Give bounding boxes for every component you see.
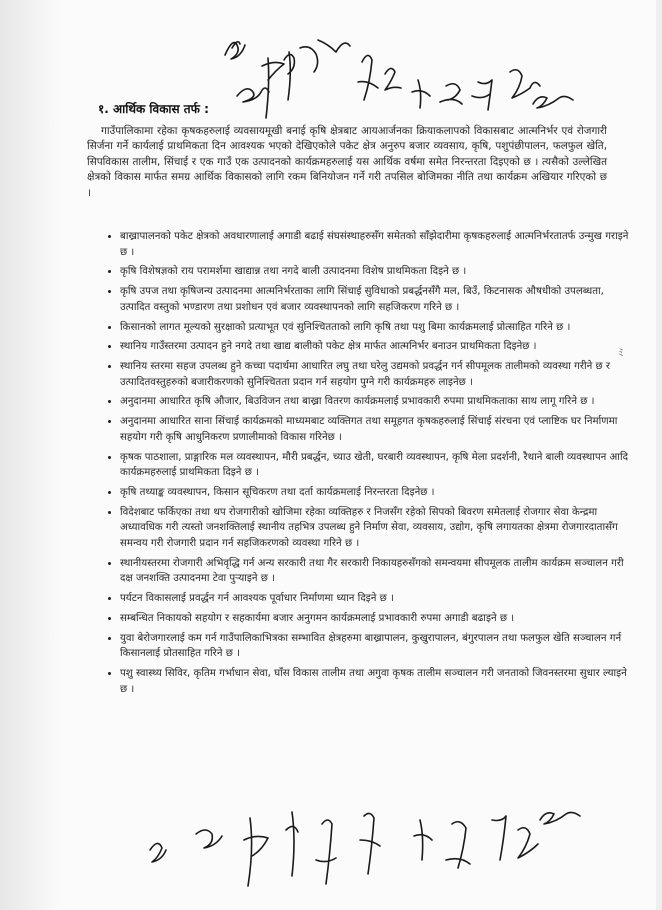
margin-mark: ﾐ (618, 346, 624, 359)
list-item: • कृषि तथ्याङ्क व्यवस्थापन, किसान सूचिकरण तथा दर्ता कार्यक्रमलाई निरन्तरता दिइनेछ । (120, 485, 630, 501)
section-heading: १. आर्थिक विकास तर्फ : (98, 102, 209, 116)
list-item: • स्थानिय गाउँस्तरमा उत्पादन हुने नगदे तथा खाद्य बालीको पकेट क्षेत्र मार्फत आत्मनिर्भर बनाउन प्राथमिकता दिइनेछ । (120, 339, 630, 355)
page-left-edge (0, 0, 62, 910)
list-item: • अनुदानमा आधारित साना सिंचाई कार्यक्रमको माध्यमबाट व्यक्तिगत तथा समूहगत कृषकहरुलाई सिंचाई संरचना एवं प्लाष्टिक घर निर्माणमा सहयोग गरी कृषि आधुनिकरण प्रणालीमाको विकास गरिनेछ । (120, 414, 630, 445)
list-item: • किसानको लागत मूल्यको सुरक्षाको प्रत्याभूत एवं सुनिश्चितताको लागि कृषि तथा पशु बिमा कार्यक्रमलाई प्रोत्साहित गरिने छ । (120, 320, 630, 336)
list-item: • कृषि उपज तथा कृषिजन्य उत्पादनमा आत्मनिर्भरताका लागि सिंचाई सुविधाको प्रबर्द्धनसँगै मल, बिउँ, किटनासक औषधीको उपलब्धता, उत्पादित वस्तुको भण्डारण तथा प्रशोधन एवं बजार व्यवस्थापनको लागि सहजिकरण गरिने छ । (120, 284, 630, 315)
list-item: • पर्यटन विकासलाई प्रवर्द्धन गर्न आवश्यक पूर्वाधार निर्माणमा ध्यान दिइने छ । (120, 591, 630, 607)
signatures-bottom (0, 800, 662, 910)
list-item: • विदेशबाट फर्किएका तथा थप रोजगारीको खोजिमा रहेका व्यक्तिहरु र निजसँग रहेको सिपको बिवरण समेतलाई रोजगार सेवा केन्द्रमा अध्यावधिक गरी त्यस्तो जनशक्तिलाई स्थानीय तहभित्र उपलब्ध हुने निर्माण सेवा, व्यवसाय, उद्योग, कृषि लगायतका क्षेत्रमा रोजगारदातासँग समन्वय गरी रोजगारी प्रदान गर्न सहजिकरणको व्यवस्था गरिने छ । (120, 505, 630, 552)
intro-paragraph: गाउँपालिकामा रहेका कृषकहरुलाई व्यवसायमूखी बनाई कृषि क्षेत्रबाट आयआर्जनका क्रियाकलापको विकासबाट आत्मनिर्भर एवं रोजगारी सिर्जना गर्ने कार्यलाई प्राथमिकता दिन आवश्यक भएको देखिएकोले पकेट क्षेत्र अनुरुप बजार व्यवसाय, कृषि, पशुपंछीपालन, फलफुल खेति, सिपविकास तालीम, सिंचाई र एक गाउँ एक उत्पादनको कार्यक्रमहरुलाई यस आर्थिक वर्षमा समेत निरन्तरता दिइएको छ । त्यसैको उल्लेखित क्षेत्रको विकास मार्फत समग्र आर्थिक विकासको लागि रकम बिनियोजन गर्ने गरी तपसिल बोजिमका नीति तथा कार्यक्रम अखियार गरिएको छ । (87, 125, 607, 199)
page-right-edge (656, 0, 662, 910)
list-item: • स्थानीयस्तरमा रोजगारी अभिवृद्धि गर्न अन्य सरकारी तथा गैर सरकारी निकायहरुसँगको समन्वयमा सीपमूलक तालीम कार्यक्रम सञ्चालन गरी दक्ष जनशक्ति उत्पादनमा टेवा पुऱ्याइने छ । (120, 556, 630, 587)
list-item: • सम्बन्धित निकायको सहयोग र सहकार्यमा बजार अनुगमन कार्यक्रमलाई प्रभावकारी रुपमा अगाडी बढाइने छ । (120, 611, 630, 627)
list-item: • कृषक पाठशाला, प्राङ्गारिक मल व्यवस्थापन, मौरी प्रबर्द्धन, च्याउ खेती, घरबारी व्यवस्थापन, कृषि मेला प्रदर्शनी, रैथाने बाली व्यवस्थापन आदि कार्यक्रमहरुलाई प्राथमिकता दिइने छ । (120, 450, 630, 481)
list-item: • पशु स्वास्थ्य सिविर, कृतिम गर्भाधान सेवा, घाँस विकास तालीम तथा अगुवा कृषक तालीम सञ्चालन गरी जनताको जिवनस्तरमा सुधार ल्याइने छ । (120, 666, 630, 697)
list-item: • कृषि विशेषज्ञको राय परामर्शमा खाद्यान्न तथा नगदे बाली उत्पादनमा विशेष प्राथमिकता दिइने छ । (120, 264, 630, 280)
list-item: • बाख्रापालनको पकेट क्षेत्रको अवधारणालाई अगाडी बढाई संघसंस्थाहरुसँग समेतको साँझेदारीमा कृषकहरुलाई आत्मनिर्भरतातर्फ उन्मुख गराइने छ । (120, 229, 630, 260)
list-item: • स्थानिय स्तरमा सहज उपलब्ध हुने कच्चा पदार्थमा आधारित लघु तथा घरेलु उद्यमको प्रवर्द्धन गर्न सीपमूलक तालीमको व्यवस्था गरीने छ र उत्पादितवस्तुहरुको बजारीकरणको सुनिश्चितता प्रदान गर्न सहयोग पुग्ने गरी कार्यक्रमहरु लाइनेछ । (120, 359, 630, 390)
list-item: • अनुदानमा आधारित कृषि औजार, बिउविजन तथा बाख्रा वितरण कार्यक्रमलाई प्रभावकारी रुपमा प्राथमिकताका साथ लागू गरिने छ । (120, 394, 630, 410)
policy-list (102, 229, 630, 701)
list-item: • युवा बेरोजगारलाई कम गर्न गाउँपालिकाभित्रका सम्भावित क्षेत्रहरुमा बाख्रापालन, कुखुरापालन, बंगुरपालन तथा फलफुल खेति सञ्चालन गर्न किसानलाई प्रोतसाहित गरिने छ । (120, 631, 630, 662)
